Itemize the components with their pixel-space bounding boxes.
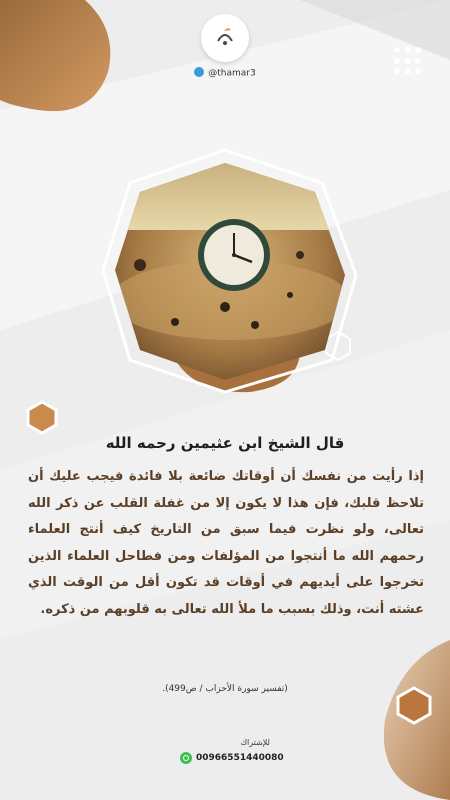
quote-reference: (تفسير سورة الأحزاب / ص499). [162, 684, 288, 694]
whatsapp-contact [180, 752, 284, 764]
quote-title: قال الشيخ ابن عثيمين رحمه الله [105, 434, 345, 452]
handle-text: @thamar3 [208, 68, 256, 79]
whatsapp-icon [180, 752, 192, 764]
thamar-logo-icon [210, 23, 240, 53]
subscribe-label: للإشتراك [240, 738, 270, 747]
quote-body: إذا رأيت من نفسك أن أوقاتك ضائعة بلا فائدة فيجب عليك أن تلاحظ قلبك، فإن هذا لا يكون إلا من غفلة القلب عن ذكر الله تعالى، ولو نظرت فيما سبق من التاريخ كيف أنتج العلماء رحمهم الله ما أنتجوا من المؤلفات ومن فطاحل العلماء الذين تخرجوا على أيديهم في أوقات قد تكون أقل من الوقت الذي عشته أنت، وذلك بسبب ما ملأ الله تعالى به قلوبهم من ذكره. [28, 469, 424, 617]
logo [201, 14, 249, 62]
phone-number: 00966551440080 [196, 753, 284, 763]
telegram-icon [194, 67, 204, 77]
telegram-handle [0, 68, 450, 79]
